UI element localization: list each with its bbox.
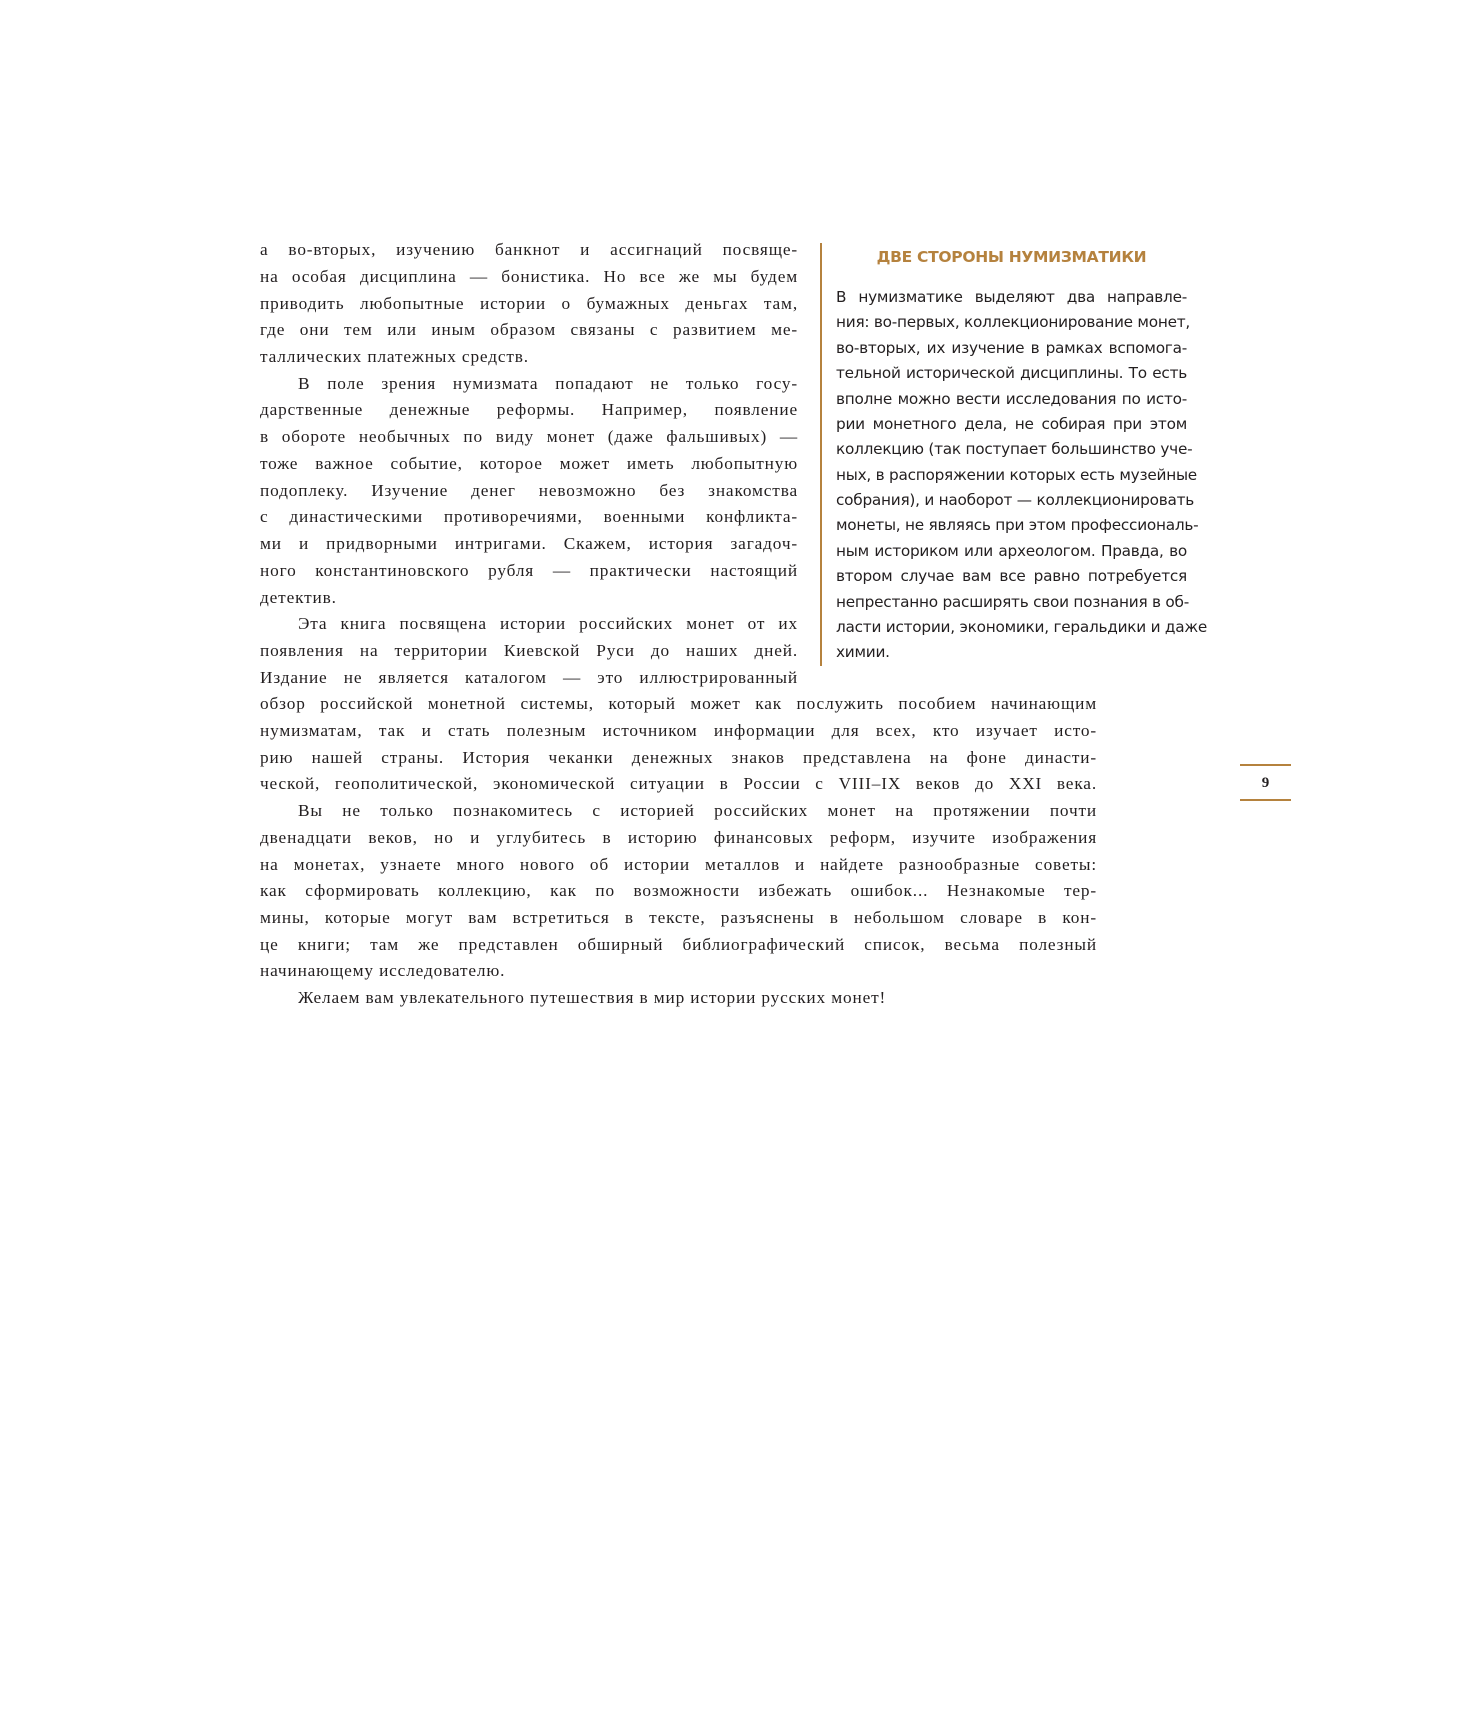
text-line: Эта книга посвящена истории российских монет от их [298,614,798,633]
text-line: с династическими противоречиями, военными конфликта- [260,507,798,526]
text-line: подоплеку. Изучение денег невозможно без знакомства [260,481,798,500]
sidebar-line: ным историком или археологом. Правда, во [836,542,1187,560]
text-line: мины, которые могут вам встретиться в тексте, разъяснены в небольшом словаре в кон- [260,908,1097,927]
text-line: как сформировать коллекцию, как по возможности избежать ошибок... Незнакомые тер- [260,881,1097,900]
text-line: нумизматам, так и стать полезным источником информации для всех, кто изучает исто- [260,721,1097,740]
page-number-rule-bottom [1240,799,1291,801]
text-line: ного константиновского рубля — практически настоящий [260,561,798,580]
page-number-rule-top [1240,764,1291,766]
text-line: в обороте необычных по виду монет (даже фальшивых) — [260,427,798,446]
text-line: тоже важное событие, которое может иметь любопытную [260,454,798,473]
sidebar-line: ния: во-первых, коллекционирование монет, [836,313,1191,331]
text-line: Издание не является каталогом — это иллюстрированный [260,668,798,687]
sidebar-line: коллекцию (так поступает большинство уче- [836,440,1193,458]
text-line: це книги; там же представлен обширный библиографический список, весьма полезный [260,935,1097,954]
sidebar-rule [820,243,822,666]
sidebar-line: собрания), и наоборот — коллекционировать [836,491,1195,509]
text-line: а во-вторых, изучению банкнот и ассигнаций посвяще- [260,240,798,259]
sidebar-line: монеты, не являясь при этом профессиональ- [836,516,1199,534]
sidebar-line: химии. [836,643,890,661]
sidebar-line: тельной исторической дисциплины. То есть [836,364,1187,382]
text-line: дарственные денежные реформы. Например, появление [260,400,798,419]
text-line: на особая дисциплина — бонистика. Но все же мы будем [260,267,798,286]
text-line: обзор российской монетной системы, который может как послужить пособием начинающим [260,694,1097,713]
text-line: Желаем вам увлекательного путешествия в мир истории русских монет! [298,988,887,1007]
text-line: появления на территории Киевской Руси до наших дней. [260,641,798,660]
text-line: на монетах, узнаете много нового об истории металлов и найдете разнообразные советы: [260,855,1097,874]
text-line: рию нашей страны. История чеканки денежных знаков представлена на фоне династи- [260,748,1097,767]
text-line: Вы не только познакомитесь с историей российских монет на протяжении почти [298,801,1097,820]
sidebar-line: ных, в распоряжении которых есть музейные [836,466,1197,484]
sidebar-title: ДВЕ СТОРОНЫ НУМИЗМАТИКИ [876,248,1147,266]
text-line: В поле зрения нумизмата попадают не только госу- [298,374,798,393]
text-line: двенадцати веков, но и углубитесь в историю финансовых реформ, изучите изображения [260,828,1097,847]
sidebar-line: рии монетного дела, не собирая при этом [836,415,1187,433]
text-line: детектив. [260,588,337,607]
sidebar-line: втором случае вам все равно потребуется [836,567,1187,585]
sidebar-line: вполне можно вести исследования по исто- [836,390,1187,408]
sidebar-line: ласти истории, экономики, геральдики и даже [836,618,1208,636]
text-line: приводить любопытные истории о бумажных деньгах там, [260,294,798,313]
text-line: таллических платежных средств. [260,347,529,366]
text-line: ми и придворными интригами. Скажем, история загадоч- [260,534,798,553]
text-line: ческой, геополитической, экономической ситуации в России с VIII–IX веков до XXI века. [260,774,1097,793]
page-number: 9 [1261,775,1270,791]
text-line: начинающему исследователю. [260,961,506,980]
sidebar-line: непрестанно расширять свои познания в об- [836,593,1189,611]
sidebar-line: во-вторых, их изучение в рамках вспомога- [836,339,1187,357]
sidebar-line: В нумизматике выделяют два направле- [836,288,1187,306]
text-line: где они тем или иным образом связаны с развитием ме- [260,320,798,339]
